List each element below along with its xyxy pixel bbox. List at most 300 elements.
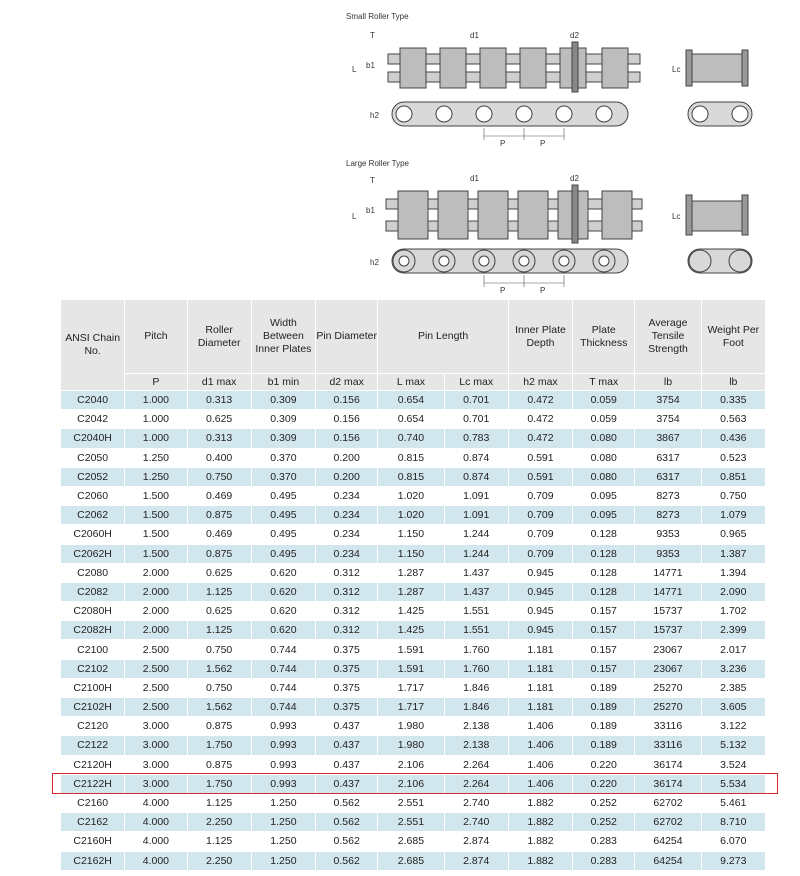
units-row [61, 374, 766, 391]
chain-number-cell: C2080H [61, 602, 125, 621]
table-cell: 1.000 [125, 410, 187, 429]
table-cell: 2.874 [444, 851, 508, 870]
table-cell: 0.375 [316, 678, 378, 697]
table-cell: 0.472 [508, 410, 572, 429]
table-cell: 0.783 [444, 429, 508, 448]
table-cell: 1.551 [444, 621, 508, 640]
table-cell: 2.106 [378, 774, 444, 793]
table-cell: 3.122 [701, 717, 765, 736]
chain-number-cell: C2122H [61, 774, 125, 793]
table-cell: 8.710 [701, 813, 765, 832]
table-row [61, 717, 766, 736]
table-cell: 0.312 [316, 582, 378, 601]
table-cell: 1.846 [444, 678, 508, 697]
table-cell: 0.562 [316, 793, 378, 812]
table-cell: 0.591 [508, 467, 572, 486]
table-cell: 0.945 [508, 563, 572, 582]
table-cell: 2.106 [378, 755, 444, 774]
table-cell: 0.375 [316, 698, 378, 717]
table-cell: 1.150 [378, 525, 444, 544]
table-cell: 1.425 [378, 621, 444, 640]
table-cell: 0.156 [316, 429, 378, 448]
large-roller-drawing [340, 169, 770, 294]
table-cell: 0.562 [316, 832, 378, 851]
table-cell: 0.875 [187, 544, 251, 563]
table-cell: 0.472 [508, 391, 572, 410]
table-cell: 23067 [635, 640, 701, 659]
table-cell: 3754 [635, 391, 701, 410]
table-cell: 1.181 [508, 698, 572, 717]
label-L: L [352, 212, 357, 221]
table-cell: 0.945 [508, 621, 572, 640]
table-cell: 2.685 [378, 851, 444, 870]
table-cell: 0.815 [378, 448, 444, 467]
table-cell: 0.189 [573, 717, 635, 736]
table-cell: 2.500 [125, 698, 187, 717]
table-cell: 9353 [635, 525, 701, 544]
table-cell: 0.625 [187, 410, 251, 429]
table-cell: 4.000 [125, 851, 187, 870]
table-cell: 0.059 [573, 391, 635, 410]
label-P: P [500, 286, 506, 294]
table-cell: 2.551 [378, 813, 444, 832]
table-cell: 1.250 [251, 851, 315, 870]
table-cell: 3.524 [701, 755, 765, 774]
table-cell: 1.020 [378, 506, 444, 525]
table-cell: 1.980 [378, 717, 444, 736]
table-cell: 14771 [635, 582, 701, 601]
table-cell: 1.287 [378, 563, 444, 582]
table-cell: 0.312 [316, 621, 378, 640]
table-cell: 3.000 [125, 717, 187, 736]
table-cell: 62702 [635, 813, 701, 832]
table-cell: 0.654 [378, 410, 444, 429]
table-cell: 1.760 [444, 640, 508, 659]
table-cell: 0.851 [701, 467, 765, 486]
table-cell: 0.625 [187, 602, 251, 621]
table-cell: 2.250 [187, 851, 251, 870]
table-cell: 0.875 [187, 717, 251, 736]
table-cell: 2.017 [701, 640, 765, 659]
table-cell: 2.000 [125, 602, 187, 621]
table-cell: 3.000 [125, 755, 187, 774]
table-cell: 0.309 [251, 410, 315, 429]
table-cell: 2.000 [125, 582, 187, 601]
table-cell: 0.157 [573, 640, 635, 659]
table-cell: 0.189 [573, 698, 635, 717]
table-cell: 0.335 [701, 391, 765, 410]
table-cell: 1.406 [508, 755, 572, 774]
table-cell: 4.000 [125, 832, 187, 851]
table-cell: 2.740 [444, 793, 508, 812]
table-cell: 5.461 [701, 793, 765, 812]
table-row [61, 659, 766, 678]
table-cell: 0.156 [316, 391, 378, 410]
table-cell: 0.620 [251, 602, 315, 621]
table-cell: 0.370 [251, 467, 315, 486]
table-cell: 0.993 [251, 755, 315, 774]
table-cell: 0.128 [573, 525, 635, 544]
table-row [61, 774, 766, 793]
table-row [61, 793, 766, 812]
large-roller-diagram [340, 155, 770, 295]
table-cell: 1.125 [187, 582, 251, 601]
table-cell: 0.189 [573, 736, 635, 755]
table-row [61, 582, 766, 601]
chain-number-cell: C2102H [61, 698, 125, 717]
table-cell: 0.437 [316, 736, 378, 755]
table-cell: 8273 [635, 506, 701, 525]
table-row [61, 448, 766, 467]
table-cell: 15737 [635, 602, 701, 621]
large-roller-caption: Large Roller Type [346, 159, 409, 168]
header-pin-diameter: Pin Diameter [316, 300, 378, 374]
table-cell: 0.312 [316, 563, 378, 582]
table-cell: 2.264 [444, 774, 508, 793]
table-cell: 9.273 [701, 851, 765, 870]
table-cell: 0.283 [573, 851, 635, 870]
table-cell: 1.591 [378, 659, 444, 678]
small-roller-diagram [340, 8, 770, 148]
table-cell: 0.200 [316, 467, 378, 486]
table-cell: 1.702 [701, 602, 765, 621]
table-cell: 1.717 [378, 698, 444, 717]
table-cell: 0.744 [251, 698, 315, 717]
table-cell: 33116 [635, 736, 701, 755]
table-cell: 23067 [635, 659, 701, 678]
table-cell: 0.234 [316, 506, 378, 525]
table-cell: 0.080 [573, 448, 635, 467]
table-cell: 1.181 [508, 678, 572, 697]
unit-cell: L max [378, 374, 444, 391]
table-cell: 0.157 [573, 621, 635, 640]
table-cell: 3.236 [701, 659, 765, 678]
table-cell: 0.874 [444, 448, 508, 467]
table-cell: 2.264 [444, 755, 508, 774]
table-cell: 0.375 [316, 659, 378, 678]
table-cell: 25270 [635, 698, 701, 717]
table-cell: 1.387 [701, 544, 765, 563]
table-cell: 0.620 [251, 621, 315, 640]
table-cell: 0.709 [508, 506, 572, 525]
table-row [61, 563, 766, 582]
table-cell: 1.882 [508, 832, 572, 851]
table-row [61, 410, 766, 429]
table-cell: 0.709 [508, 544, 572, 563]
table-cell: 0.591 [508, 448, 572, 467]
label-d1: d1 [470, 31, 479, 40]
table-cell: 0.252 [573, 793, 635, 812]
table-cell: 6317 [635, 448, 701, 467]
table-cell: 0.965 [701, 525, 765, 544]
chain-number-cell: C2050 [61, 448, 125, 467]
table-cell: 1.437 [444, 582, 508, 601]
chain-number-cell: C2052 [61, 467, 125, 486]
table-cell: 0.095 [573, 506, 635, 525]
table-cell: 4.000 [125, 793, 187, 812]
table-cell: 2.090 [701, 582, 765, 601]
label-P: P [540, 139, 546, 148]
table-cell: 1.125 [187, 621, 251, 640]
table-cell: 62702 [635, 793, 701, 812]
table-cell: 1.760 [444, 659, 508, 678]
header-weight: Weight Per Foot [701, 300, 765, 374]
table-cell: 0.495 [251, 486, 315, 505]
unit-cell: d1 max [187, 374, 251, 391]
table-cell: 0.709 [508, 486, 572, 505]
table-cell: 0.128 [573, 582, 635, 601]
table-row [61, 506, 766, 525]
header-pitch: Pitch [125, 300, 187, 374]
unit-cell: Lc max [444, 374, 508, 391]
table-cell: 1.882 [508, 813, 572, 832]
table-cell: 3.000 [125, 736, 187, 755]
chain-number-cell: C2102 [61, 659, 125, 678]
label-P: P [540, 286, 546, 294]
header-width: Width Between Inner Plates [251, 300, 315, 374]
table-cell: 0.495 [251, 506, 315, 525]
table-cell: 1.750 [187, 774, 251, 793]
table-cell: 1.882 [508, 851, 572, 870]
table-cell: 0.128 [573, 563, 635, 582]
table-cell: 1.000 [125, 391, 187, 410]
table-row [61, 813, 766, 832]
chain-number-cell: C2062H [61, 544, 125, 563]
table-cell: 1.562 [187, 698, 251, 717]
unit-cell: d2 max [316, 374, 378, 391]
table-cell: 14771 [635, 563, 701, 582]
table-cell: 0.740 [378, 429, 444, 448]
table-cell: 0.750 [187, 678, 251, 697]
chain-number-cell: C2040H [61, 429, 125, 448]
table-cell: 36174 [635, 755, 701, 774]
table-cell: 0.750 [187, 467, 251, 486]
table-cell: 1.406 [508, 736, 572, 755]
chain-number-cell: C2160 [61, 793, 125, 812]
table-cell: 1.244 [444, 544, 508, 563]
table-cell: 0.945 [508, 582, 572, 601]
table-cell: 0.709 [508, 525, 572, 544]
table-cell: 1.551 [444, 602, 508, 621]
chain-number-cell: C2080 [61, 563, 125, 582]
table-cell: 0.080 [573, 467, 635, 486]
table-cell: 1.500 [125, 486, 187, 505]
chain-number-cell: C2162 [61, 813, 125, 832]
table-cell: 0.625 [187, 563, 251, 582]
table-cell: 8273 [635, 486, 701, 505]
table-cell: 0.495 [251, 525, 315, 544]
table-cell: 1.980 [378, 736, 444, 755]
table-cell: 1.250 [125, 467, 187, 486]
table-row [61, 640, 766, 659]
table-cell: 0.157 [573, 602, 635, 621]
table-cell: 15737 [635, 621, 701, 640]
table-cell: 0.620 [251, 563, 315, 582]
table-row [61, 544, 766, 563]
table-cell: 0.156 [316, 410, 378, 429]
table-cell: 1.394 [701, 563, 765, 582]
table-cell: 2.000 [125, 563, 187, 582]
table-cell: 1.250 [251, 813, 315, 832]
table-cell: 1.250 [125, 448, 187, 467]
table-cell: 6317 [635, 467, 701, 486]
table-cell: 0.875 [187, 755, 251, 774]
table-cell: 2.399 [701, 621, 765, 640]
table-cell: 1.406 [508, 774, 572, 793]
table-cell: 25270 [635, 678, 701, 697]
table-row [61, 755, 766, 774]
table-cell: 0.815 [378, 467, 444, 486]
table-cell: 0.309 [251, 429, 315, 448]
label-T: T [370, 31, 375, 40]
unit-cell: lb [635, 374, 701, 391]
table-cell: 0.744 [251, 640, 315, 659]
table-cell: 0.128 [573, 544, 635, 563]
header-roller: Roller Diameter [187, 300, 251, 374]
unit-cell: lb [701, 374, 765, 391]
table-cell: 2.874 [444, 832, 508, 851]
chain-number-cell: C2100 [61, 640, 125, 659]
label-d1: d1 [470, 174, 479, 183]
table-cell: 0.437 [316, 774, 378, 793]
chain-number-cell: C2120H [61, 755, 125, 774]
label-b1: b1 [366, 206, 375, 215]
table-body [61, 391, 766, 871]
table-cell: 1.425 [378, 602, 444, 621]
small-roller-caption: Small Roller Type [346, 12, 409, 21]
chain-number-cell: C2082H [61, 621, 125, 640]
table-cell: 0.220 [573, 774, 635, 793]
table-cell: 1.181 [508, 640, 572, 659]
table-row [61, 621, 766, 640]
table-cell: 1.846 [444, 698, 508, 717]
chain-number-cell: C2040 [61, 391, 125, 410]
table-cell: 0.437 [316, 755, 378, 774]
table-cell: 64254 [635, 832, 701, 851]
table-cell: 0.945 [508, 602, 572, 621]
table-cell: 36174 [635, 774, 701, 793]
table-cell: 0.744 [251, 678, 315, 697]
table-row [61, 678, 766, 697]
table-row [61, 851, 766, 870]
table-cell: 4.000 [125, 813, 187, 832]
table-row [61, 832, 766, 851]
table-cell: 0.469 [187, 486, 251, 505]
table-cell: 0.234 [316, 486, 378, 505]
table-cell: 1.091 [444, 506, 508, 525]
label-d2: d2 [570, 174, 579, 183]
table-cell: 0.375 [316, 640, 378, 659]
unit-cell: b1 min [251, 374, 315, 391]
table-cell: 0.701 [444, 391, 508, 410]
table-cell: 0.252 [573, 813, 635, 832]
table-cell: 1.000 [125, 429, 187, 448]
table-cell: 1.562 [187, 659, 251, 678]
table-cell: 0.313 [187, 391, 251, 410]
table-cell: 2.740 [444, 813, 508, 832]
table-cell: 1.020 [378, 486, 444, 505]
table-cell: 0.189 [573, 678, 635, 697]
table-cell: 1.181 [508, 659, 572, 678]
table-cell: 0.523 [701, 448, 765, 467]
table-cell: 0.059 [573, 410, 635, 429]
table-cell: 0.744 [251, 659, 315, 678]
table-cell: 1.250 [251, 832, 315, 851]
table-cell: 1.125 [187, 832, 251, 851]
table-cell: 33116 [635, 717, 701, 736]
table-cell: 2.385 [701, 678, 765, 697]
chain-number-cell: C2160H [61, 832, 125, 851]
label-d2: d2 [570, 31, 579, 40]
table-row [61, 486, 766, 505]
table-cell: 0.993 [251, 717, 315, 736]
table-row [61, 525, 766, 544]
table-cell: 0.562 [316, 813, 378, 832]
table-cell: 0.750 [701, 486, 765, 505]
chain-number-cell: C2062 [61, 506, 125, 525]
table-cell: 64254 [635, 851, 701, 870]
table-cell: 0.370 [251, 448, 315, 467]
table-cell: 2.138 [444, 717, 508, 736]
chain-number-cell: C2100H [61, 678, 125, 697]
table-cell: 0.309 [251, 391, 315, 410]
label-L: L [352, 65, 357, 74]
header-pin-length: Pin Length [378, 300, 509, 374]
label-P: P [500, 139, 506, 148]
table-cell: 1.287 [378, 582, 444, 601]
table-cell: 0.654 [378, 391, 444, 410]
table-cell: 1.250 [251, 793, 315, 812]
header-ansi: ANSI Chain No. [61, 300, 125, 391]
table-cell: 0.874 [444, 467, 508, 486]
chain-number-cell: C2122 [61, 736, 125, 755]
table-cell: 0.993 [251, 774, 315, 793]
table-cell: 5.132 [701, 736, 765, 755]
header-row [61, 300, 766, 374]
table-cell: 1.500 [125, 506, 187, 525]
chain-number-cell: C2082 [61, 582, 125, 601]
table-cell: 0.469 [187, 525, 251, 544]
table-cell: 0.313 [187, 429, 251, 448]
table-cell: 1.125 [187, 793, 251, 812]
table-cell: 5.534 [701, 774, 765, 793]
table-cell: 0.437 [316, 717, 378, 736]
table-cell: 2.138 [444, 736, 508, 755]
table-cell: 3.605 [701, 698, 765, 717]
table-cell: 0.875 [187, 506, 251, 525]
table-cell: 1.437 [444, 563, 508, 582]
label-T: T [370, 176, 375, 185]
table-cell: 1.882 [508, 793, 572, 812]
table-cell: 6.070 [701, 832, 765, 851]
chain-number-cell: C2060H [61, 525, 125, 544]
unit-cell: T max [573, 374, 635, 391]
table-row [61, 698, 766, 717]
label-h2: h2 [370, 258, 379, 267]
label-b1: b1 [366, 61, 375, 70]
chain-number-cell: C2060 [61, 486, 125, 505]
table-cell: 0.562 [316, 851, 378, 870]
label-Lc: Lc [672, 212, 681, 221]
table-cell: 1.500 [125, 544, 187, 563]
table-cell: 1.406 [508, 717, 572, 736]
table-cell: 0.312 [316, 602, 378, 621]
table-cell: 2.000 [125, 621, 187, 640]
table-cell: 2.500 [125, 678, 187, 697]
table-cell: 1.500 [125, 525, 187, 544]
table-cell: 0.400 [187, 448, 251, 467]
table-row [61, 602, 766, 621]
